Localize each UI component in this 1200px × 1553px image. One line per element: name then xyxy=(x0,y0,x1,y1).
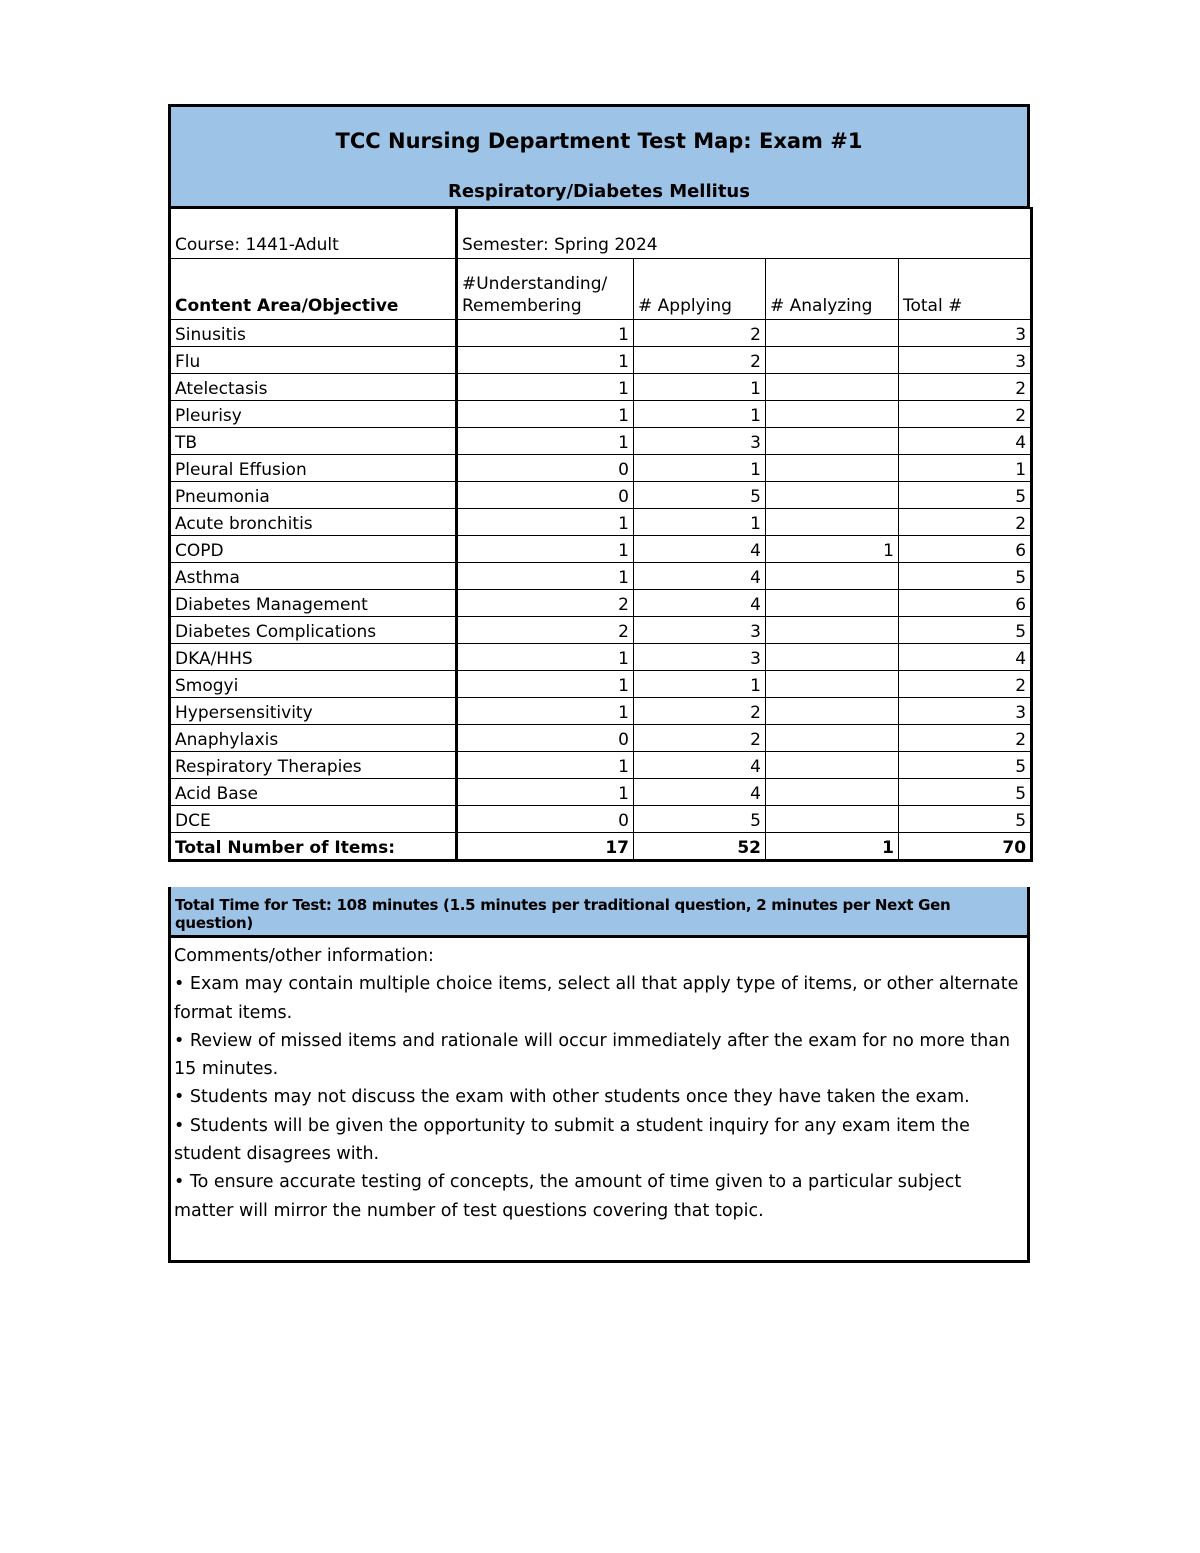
understanding-header-line2: Remembering xyxy=(462,296,582,316)
applying-cell: 2 xyxy=(634,725,766,752)
understanding-cell: 0 xyxy=(457,482,634,509)
total-cell: 4 xyxy=(899,644,1032,671)
analyzing-cell xyxy=(766,509,899,536)
understanding-cell: 1 xyxy=(457,671,634,698)
analyzing-cell xyxy=(766,806,899,833)
analyzing-cell xyxy=(766,725,899,752)
page-subtitle: Respiratory/Diabetes Mellitus xyxy=(448,181,750,202)
total-cell: 3 xyxy=(899,698,1032,725)
analyzing-cell xyxy=(766,779,899,806)
understanding-cell: 1 xyxy=(457,536,634,563)
understanding-cell: 1 xyxy=(457,779,634,806)
comment-item: • Students may not discuss the exam with other students once they have taken the exam. xyxy=(174,1087,970,1108)
total-cell: 5 xyxy=(899,617,1032,644)
table-row xyxy=(170,347,1032,374)
table-row xyxy=(170,617,1032,644)
page-title: TCC Nursing Department Test Map: Exam #1 xyxy=(335,129,863,153)
total-cell: 6 xyxy=(899,590,1032,617)
column-header-row xyxy=(170,259,1032,320)
table-row xyxy=(170,320,1032,347)
totals-row xyxy=(170,833,1032,861)
understanding-cell: 1 xyxy=(457,698,634,725)
total-header: Total # xyxy=(899,259,1032,320)
analyzing-cell xyxy=(766,374,899,401)
content-area-header: Content Area/Objective xyxy=(170,259,457,320)
table-row xyxy=(170,644,1032,671)
table-row xyxy=(170,563,1032,590)
topic-cell: Acute bronchitis xyxy=(170,509,457,536)
topic-cell: Diabetes Complications xyxy=(170,617,457,644)
total-cell: 4 xyxy=(899,428,1032,455)
comment-item: • To ensure accurate testing of concepts, the amount of time given to a particular subject matter will mirror the number of test questions covering that topic. xyxy=(174,1172,962,1221)
time-banner xyxy=(168,887,1030,938)
understanding-header xyxy=(457,259,634,320)
total-cell: 2 xyxy=(899,509,1032,536)
table-row xyxy=(170,698,1032,725)
comments-section xyxy=(168,938,1030,1263)
analyzing-cell xyxy=(766,671,899,698)
understanding-cell: 1 xyxy=(457,644,634,671)
topic-cell: DKA/HHS xyxy=(170,644,457,671)
understanding-cell: 2 xyxy=(457,617,634,644)
semester-cell: Semester: Spring 2024 xyxy=(457,208,1032,259)
analyzing-cell xyxy=(766,320,899,347)
topic-cell: Anaphylaxis xyxy=(170,725,457,752)
analyzing-cell xyxy=(766,428,899,455)
understanding-cell: 0 xyxy=(457,806,634,833)
comment-item: • Students will be given the opportunity to submit a student inquiry for any exam item the student disagrees with. xyxy=(174,1115,970,1165)
course-cell: Course: 1441-Adult xyxy=(170,208,457,259)
table-row xyxy=(170,725,1032,752)
totals-understanding-cell: 17 xyxy=(457,833,634,861)
understanding-cell: 1 xyxy=(457,752,634,779)
analyzing-cell: 1 xyxy=(766,536,899,563)
understanding-cell: 0 xyxy=(457,725,634,752)
applying-cell: 3 xyxy=(634,644,766,671)
applying-cell: 3 xyxy=(634,428,766,455)
applying-cell: 4 xyxy=(634,563,766,590)
analyzing-cell xyxy=(766,644,899,671)
applying-cell: 4 xyxy=(634,536,766,563)
table-row xyxy=(170,671,1032,698)
totals-applying-cell: 52 xyxy=(634,833,766,861)
analyzing-header: # Analyzing xyxy=(766,259,899,320)
applying-cell: 1 xyxy=(634,509,766,536)
total-cell: 3 xyxy=(899,347,1032,374)
understanding-cell: 1 xyxy=(457,347,634,374)
table-row xyxy=(170,428,1032,455)
applying-cell: 2 xyxy=(634,320,766,347)
analyzing-cell xyxy=(766,752,899,779)
header-banner xyxy=(168,104,1030,209)
understanding-cell: 1 xyxy=(457,509,634,536)
topic-cell: Diabetes Management xyxy=(170,590,457,617)
understanding-cell: 0 xyxy=(457,455,634,482)
applying-cell: 2 xyxy=(634,347,766,374)
total-cell: 6 xyxy=(899,536,1032,563)
table-row xyxy=(170,536,1032,563)
analyzing-cell xyxy=(766,482,899,509)
topic-cell: Sinusitis xyxy=(170,320,457,347)
topic-cell: Flu xyxy=(170,347,457,374)
table-row xyxy=(170,752,1032,779)
total-cell: 2 xyxy=(899,671,1032,698)
analyzing-cell xyxy=(766,347,899,374)
analyzing-cell xyxy=(766,590,899,617)
test-map-table xyxy=(168,207,1033,862)
analyzing-cell xyxy=(766,617,899,644)
total-cell: 2 xyxy=(899,401,1032,428)
applying-cell: 4 xyxy=(634,779,766,806)
topic-cell: DCE xyxy=(170,806,457,833)
total-cell: 3 xyxy=(899,320,1032,347)
comments-heading: Comments/other information: xyxy=(174,946,434,966)
total-cell: 1 xyxy=(899,455,1032,482)
table-row xyxy=(170,482,1032,509)
table-row xyxy=(170,779,1032,806)
table-row xyxy=(170,806,1032,833)
topic-cell: TB xyxy=(170,428,457,455)
topic-cell: Hypersensitivity xyxy=(170,698,457,725)
topic-cell: Pleurisy xyxy=(170,401,457,428)
total-cell: 2 xyxy=(899,725,1032,752)
analyzing-cell xyxy=(766,698,899,725)
understanding-cell: 1 xyxy=(457,401,634,428)
totals-total-cell: 70 xyxy=(899,833,1032,861)
course-info-row xyxy=(170,208,1032,259)
analyzing-cell xyxy=(766,563,899,590)
table-row xyxy=(170,374,1032,401)
understanding-header-line1: #Understanding/ xyxy=(462,274,608,294)
comment-item: • Exam may contain multiple choice items, select all that apply type of items, or other alternate format items. xyxy=(174,974,1019,1023)
totals-label: Total Number of Items: xyxy=(170,833,457,861)
applying-cell: 3 xyxy=(634,617,766,644)
applying-cell: 1 xyxy=(634,455,766,482)
table-row xyxy=(170,509,1032,536)
topic-cell: Smogyi xyxy=(170,671,457,698)
table-row xyxy=(170,590,1032,617)
applying-cell: 1 xyxy=(634,671,766,698)
total-cell: 5 xyxy=(899,752,1032,779)
applying-cell: 4 xyxy=(634,752,766,779)
topic-cell: Pneumonia xyxy=(170,482,457,509)
understanding-cell: 1 xyxy=(457,374,634,401)
total-cell: 5 xyxy=(899,806,1032,833)
total-cell: 2 xyxy=(899,374,1032,401)
understanding-cell: 1 xyxy=(457,320,634,347)
topic-cell: Atelectasis xyxy=(170,374,457,401)
understanding-cell: 1 xyxy=(457,563,634,590)
understanding-cell: 1 xyxy=(457,428,634,455)
analyzing-cell xyxy=(766,401,899,428)
table-row xyxy=(170,455,1032,482)
applying-cell: 1 xyxy=(634,401,766,428)
total-cell: 5 xyxy=(899,482,1032,509)
applying-cell: 5 xyxy=(634,482,766,509)
total-cell: 5 xyxy=(899,779,1032,806)
applying-cell: 4 xyxy=(634,590,766,617)
topic-cell: Respiratory Therapies xyxy=(170,752,457,779)
time-note: Total Time for Test: 108 minutes (1.5 minutes per traditional question, 2 minutes per Next Gen question) xyxy=(175,896,951,932)
applying-cell: 2 xyxy=(634,698,766,725)
applying-header: # Applying xyxy=(634,259,766,320)
topic-cell: COPD xyxy=(170,536,457,563)
comment-item: • Review of missed items and rationale will occur immediately after the exam for no more than 15 minutes. xyxy=(174,1030,1011,1080)
topic-cell: Acid Base xyxy=(170,779,457,806)
totals-analyzing-cell: 1 xyxy=(766,833,899,861)
understanding-cell: 2 xyxy=(457,590,634,617)
topic-cell: Pleural Effusion xyxy=(170,455,457,482)
total-cell: 5 xyxy=(899,563,1032,590)
applying-cell: 5 xyxy=(634,806,766,833)
analyzing-cell xyxy=(766,455,899,482)
applying-cell: 1 xyxy=(634,374,766,401)
table-row xyxy=(170,401,1032,428)
topic-cell: Asthma xyxy=(170,563,457,590)
